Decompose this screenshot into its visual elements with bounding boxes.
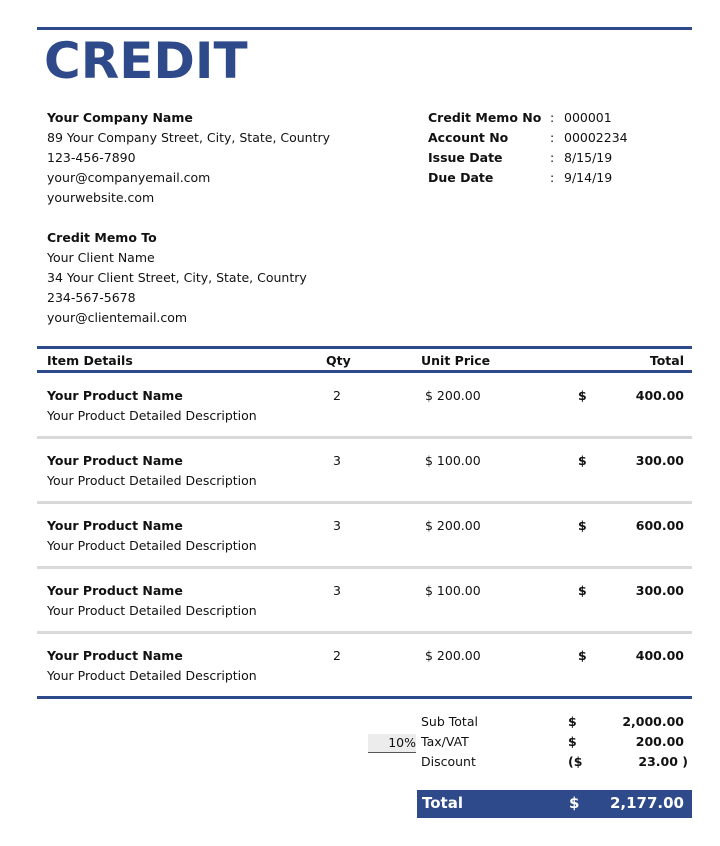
item-unit-price: $ 200.00 [425,518,481,533]
item-total: 400.00 [635,388,684,403]
item-currency: $ [578,453,587,468]
client-name: Your Client Name [47,250,155,265]
item-description: Your Product Detailed Description [47,668,257,683]
grand-total-bar [417,790,692,818]
document-title: CREDIT [44,32,248,90]
company-name: Your Company Name [47,110,193,125]
item-unit-price: $ 200.00 [425,388,481,403]
discount-label: Discount [421,754,476,769]
company-website: yourwebsite.com [47,190,155,205]
item-currency: $ [578,648,587,663]
meta-label: Account No [428,130,509,145]
item-total: 600.00 [635,518,684,533]
item-unit-price: $ 100.00 [425,583,481,598]
tax-value: 200.00 [635,734,684,749]
meta-separator: : [550,150,555,165]
meta-value: 00002234 [564,130,628,145]
table-header-top-rule [37,346,692,349]
table-bottom-rule [37,696,692,699]
meta-separator: : [550,110,555,125]
table-row [0,386,720,436]
item-unit-price: $ 100.00 [425,453,481,468]
client-phone: 234-567-5678 [47,290,136,305]
grand-total-value: 2,177.00 [609,794,684,812]
meta-value: 000001 [564,110,612,125]
table-row [0,451,720,501]
meta-separator: : [550,130,555,145]
item-name: Your Product Name [47,648,183,663]
item-description: Your Product Detailed Description [47,603,257,618]
row-divider [37,501,692,504]
item-currency: $ [578,583,587,598]
table-row [0,516,720,566]
item-name: Your Product Name [47,453,183,468]
item-total: 300.00 [635,583,684,598]
table-row [0,646,720,696]
row-divider [37,436,692,439]
subtotal-currency: $ [568,714,577,729]
grand-total-label: Total [422,794,463,812]
discount-currency: ($ [568,754,583,769]
company-email: your@companyemail.com [47,170,211,185]
company-phone: 123-456-7890 [47,150,136,165]
company-block [47,108,330,208]
column-header-item: Item Details [47,353,133,368]
row-divider [37,566,692,569]
item-description: Your Product Detailed Description [47,473,257,488]
item-qty: 3 [333,518,341,533]
tax-label: Tax/VAT [421,734,469,749]
meta-label: Due Date [428,170,494,185]
tax-rate-field[interactable]: 10% [368,734,416,753]
item-qty: 3 [333,453,341,468]
item-qty: 2 [333,648,341,663]
item-description: Your Product Detailed Description [47,408,257,423]
meta-value: 9/14/19 [564,170,613,185]
discount-value: 23.00 ) [638,754,688,769]
client-email: your@clientemail.com [47,310,188,325]
client-heading: Credit Memo To [47,230,157,245]
item-name: Your Product Name [47,518,183,533]
item-total: 300.00 [635,453,684,468]
subtotal-label: Sub Total [421,714,478,729]
table-header-bottom-rule [37,370,692,373]
meta-separator: : [550,170,555,185]
subtotal-value: 2,000.00 [622,714,684,729]
item-name: Your Product Name [47,583,183,598]
item-qty: 2 [333,388,341,403]
grand-total-currency: $ [569,794,580,812]
item-currency: $ [578,518,587,533]
table-row [0,581,720,631]
tax-currency: $ [568,734,577,749]
item-total: 400.00 [635,648,684,663]
item-name: Your Product Name [47,388,183,403]
row-divider [37,631,692,634]
item-currency: $ [578,388,587,403]
column-header-total: Total [649,353,684,368]
client-block [47,228,307,328]
meta-label: Issue Date [428,150,503,165]
column-header-qty: Qty [326,353,351,368]
meta-value: 8/15/19 [564,150,613,165]
column-header-unit-price: Unit Price [421,353,491,368]
item-qty: 3 [333,583,341,598]
item-unit-price: $ 200.00 [425,648,481,663]
client-street: 34 Your Client Street, City, State, Country [47,270,307,285]
meta-label: Credit Memo No [428,110,542,125]
item-description: Your Product Detailed Description [47,538,257,553]
company-street: 89 Your Company Street, City, State, Country [47,130,331,145]
